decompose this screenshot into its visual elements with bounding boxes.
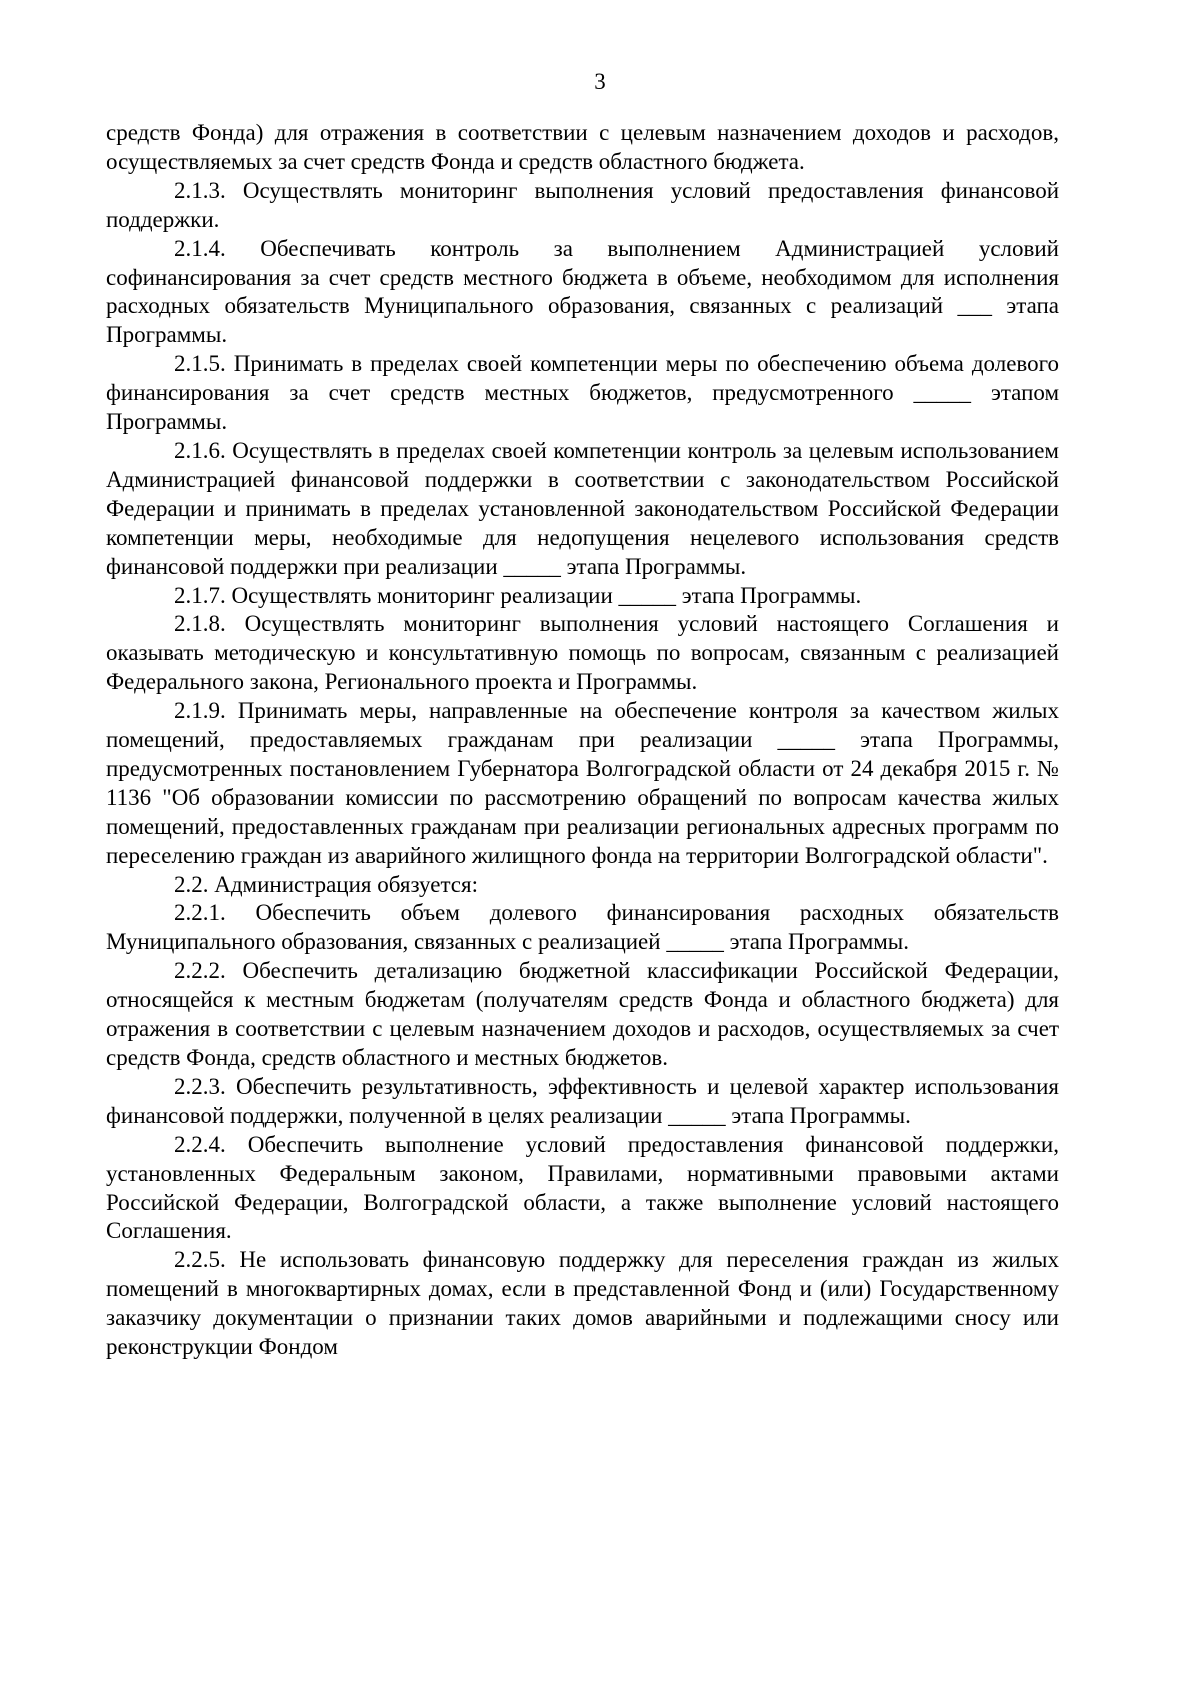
- paragraph: 2.1.6. Осуществлять в пределах своей компетенции контроль за целевым использованием Администрацией финансовой поддержки в соответствии с законодательством Российской Федерации и принимать в пределах установленной законодательством Российской Федерации компетенции меры, необходимые для недопущения нецелевого использования средств финансовой поддержки при реализации _____ этапа Программы.: [106, 437, 1059, 579]
- paragraph: 2.1.9. Принимать меры, направленные на обеспечение контроля за качеством жилых помещений, предоставляемых гражданам при реализации _____ этапа Программы, предусмотренных постановлением Губернатора Волгоградской области от 24 декабря 2015 г. № 1136 "Об образовании комиссии по рассмотрению обращений по вопросам качества жилых помещений, предоставленных гражданам при реализации региональных адресных программ по переселению граждан из аварийного жилищного фонда на территории Волгоградской области".: [106, 698, 1059, 868]
- paragraph: 2.2.3. Обеспечить результативность, эффективность и целевой характер использования финансовой поддержки, полученной в целях реализации _____ этапа Программы.: [106, 1073, 1059, 1128]
- page-number: 3: [594, 69, 606, 94]
- paragraph: 2.2.2. Обеспечить детализацию бюджетной классификации Российской Федерации, относящейся к местным бюджетам (получателям средств Фонда и областного бюджета) для отражения в соответствии с целевым назначением доходов и расходов, осуществляемых за счет средств Фонда, средств областного и местных бюджетов.: [106, 958, 1059, 1070]
- paragraph: 2.1.4. Обеспечивать контроль за выполнением Администрацией условий софинансирования за счет средств местного бюджета в объеме, необходимом для исполнения расходных обязательств Муниципального образования, связанных с реализаций ___ этапа Программы.: [106, 235, 1059, 348]
- paragraph: 2.1.8. Осуществлять мониторинг выполнения условий настоящего Соглашения и оказывать методическую и консультативную помощь по вопросам, связанным с реализацией Федерального закона, Регионального проекта и Программы.: [106, 611, 1059, 695]
- paragraph: средств Фонда) для отражения в соответствии с целевым назначением доходов и расходов, осуществляемых за счет средств Фонда и средств областного бюджета.: [106, 120, 1059, 174]
- document-body: [106, 119, 1059, 1362]
- paragraph: 2.2.1. Обеспечить объем долевого финансирования расходных обязательств Муниципального образования, связанных с реализацией _____ этапа Программы.: [106, 900, 1059, 955]
- paragraph: 2.1.7. Осуществлять мониторинг реализации _____ этапа Программы.: [174, 582, 862, 608]
- paragraph: 2.1.3. Осуществлять мониторинг выполнения условий предоставления финансовой поддержки.: [106, 177, 1059, 232]
- paragraph: 2.2.4. Обеспечить выполнение условий предоставления финансовой поддержки, установленных Федеральным законом, Правилами, нормативными правовыми актами Российской Федерации, Волгоградской области, а также выполнение условий настоящего Соглашения.: [106, 1131, 1059, 1244]
- paragraph: 2.2.5. Не использовать финансовую поддержку для переселения граждан из жилых помещений в многоквартирных домах, если в представленной Фонд и (или) Государственному заказчику документации о признании таких домов аварийными и подлежащими сносу или реконструкции Фондом: [106, 1247, 1059, 1360]
- paragraph: 2.1.5. Принимать в пределах своей компетенции меры по обеспечению объема долевого финансирования за счет средств местных бюджетов, предусмотренного _____ этапом Программы.: [106, 351, 1059, 435]
- paragraph: 2.2. Администрация обязуется:: [174, 871, 478, 897]
